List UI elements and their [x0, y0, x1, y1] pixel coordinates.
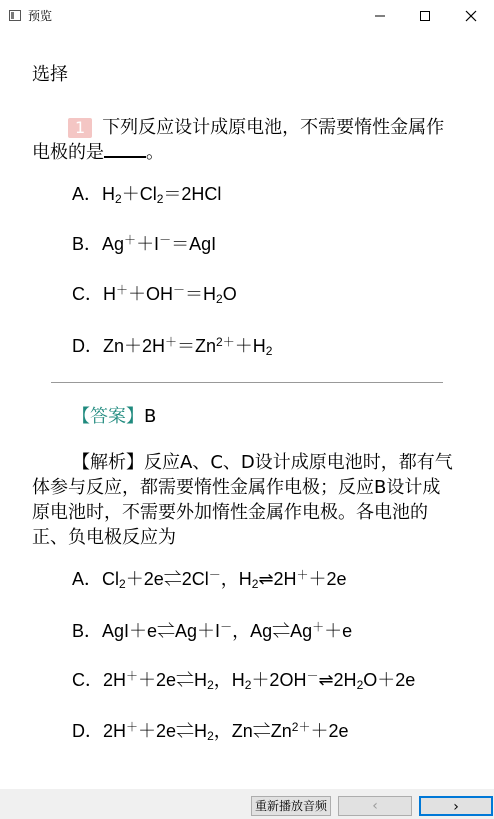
question-stem — [32, 115, 452, 165]
minimize-icon — [374, 10, 386, 22]
close-button[interactable] — [448, 0, 494, 32]
next-button[interactable] — [419, 796, 493, 816]
option-a: A．$H_2+Cl_2=2HCl$ — [72, 184, 222, 206]
minimize-button[interactable] — [357, 0, 403, 32]
close-icon — [465, 10, 477, 22]
maximize-button[interactable] — [402, 0, 448, 32]
divider — [51, 382, 443, 383]
analysis-tag: 【解析】 — [72, 452, 144, 473]
bottom-bar — [0, 789, 494, 819]
app-window-icon — [9, 10, 21, 21]
previous-button[interactable] — [338, 796, 412, 816]
preview-content[interactable] — [0, 32, 494, 789]
option-c: C．$H^++OH^-=H_2O$ — [72, 283, 237, 306]
section-title: 选择 — [32, 64, 68, 85]
electrode-b: B．AgI＋e⇌Ag＋I－，Ag⇌Ag＋＋e — [72, 620, 353, 641]
answer-value: B — [144, 406, 157, 427]
question-text: 下列反应设计成原电池，不需要惰性金属作电极的是 — [32, 117, 445, 163]
chevron-right-icon: › — [453, 799, 459, 815]
question-number-badge: 1 — [68, 118, 92, 138]
chevron-left-icon: ‹ — [372, 798, 378, 814]
question-text-end: 。 — [146, 142, 164, 163]
answer-line — [72, 405, 156, 429]
option-b: B．Ag＋＋I－＝AgI — [72, 233, 217, 254]
answer-blank — [104, 142, 146, 158]
analysis-text: 【解析】反应A、C、D设计成原电池时，都有气体参与反应，都需要惰性金属作电极；反应B设计成原电池时，不需要外加惰性金属作电极。各电池的正、负电极反应为 — [32, 452, 453, 548]
electrode-d: D．$2H^++2e\rightleftharpoons H_2$，$Zn\rightleftharpoons Zn^{2+}+2e$ — [72, 720, 349, 743]
electrode-c: C．$2H^++2e\rightleftharpoons H_2$，$H_2+2OH^-\rightleftharpoons 2H_2O+2e$ — [72, 669, 416, 692]
answer-tag: 【答案】 — [72, 406, 144, 427]
replay-audio-button[interactable]: 重新播放音频 — [251, 796, 331, 816]
maximize-icon — [419, 10, 431, 22]
option-d: D．$Zn+2H^+=Zn^{2+}+H_2$ — [72, 335, 273, 358]
window-title: 预览 — [28, 9, 53, 23]
title-bar — [0, 0, 494, 32]
electrode-a: A．$Cl_2+2e\rightleftharpoons 2Cl^-$，$H_2\rightleftharpoons 2H^++2e$ — [72, 568, 347, 591]
